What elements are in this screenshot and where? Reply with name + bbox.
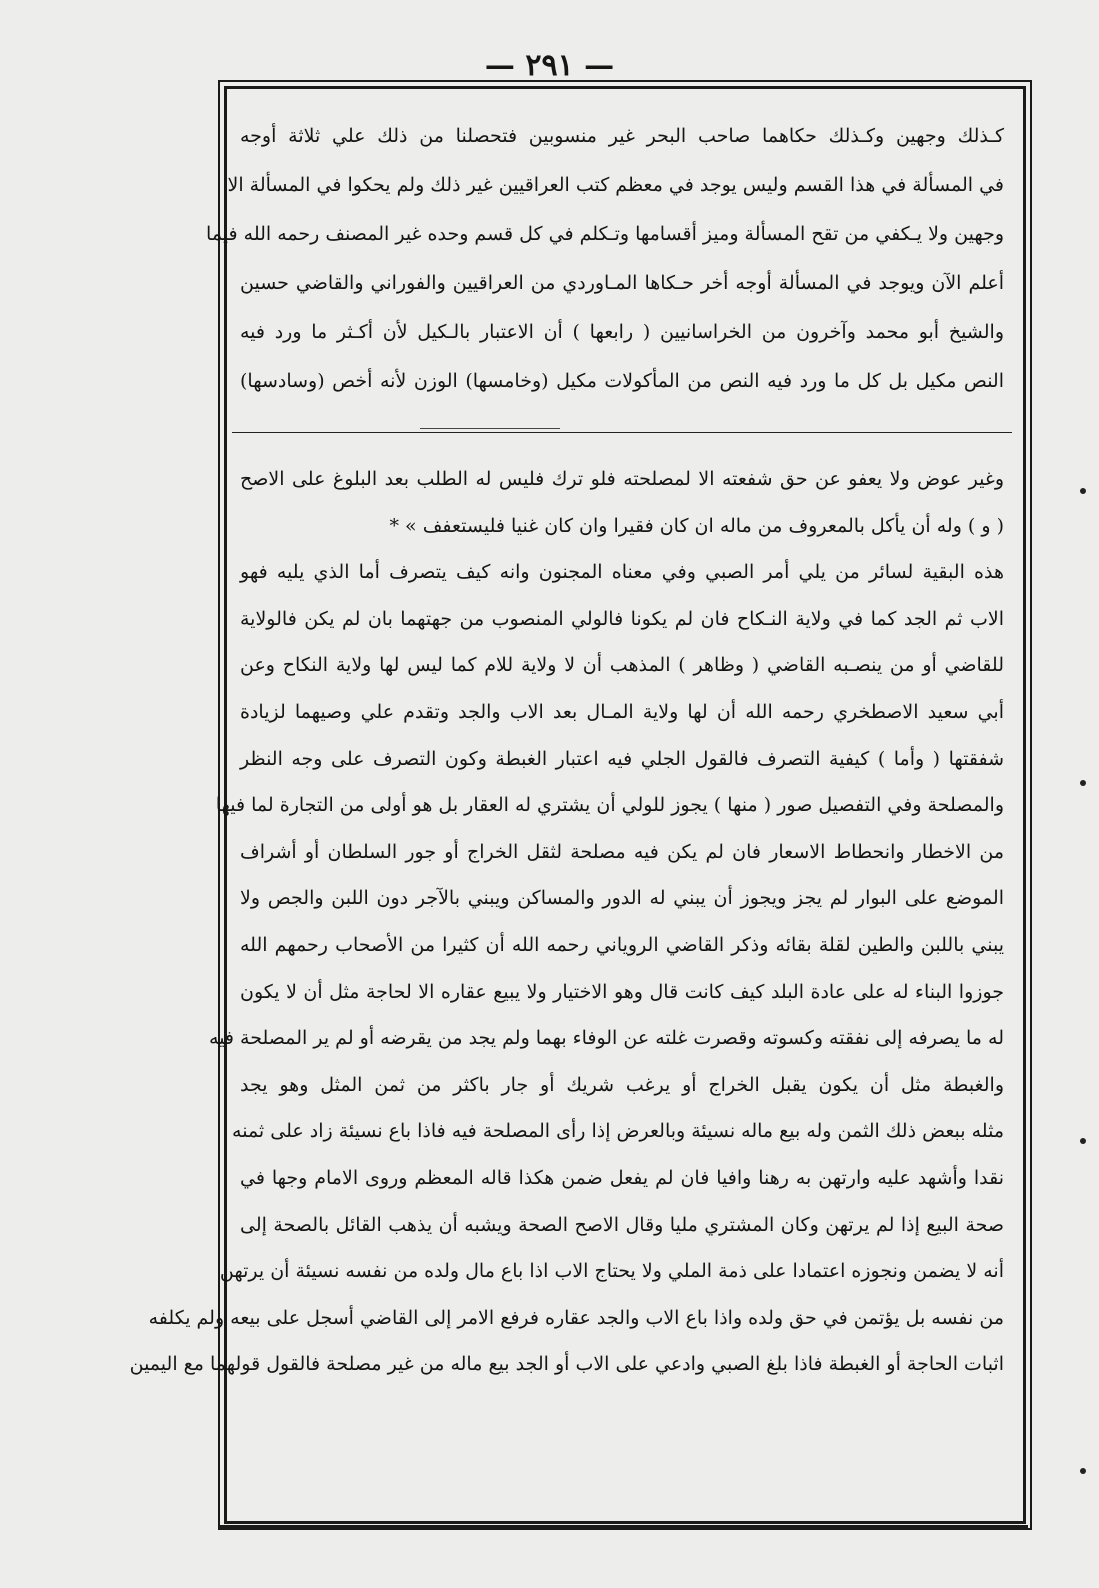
commentary-line: وجهين ولا يـكفي من تقح المسألة وميز أقسامها وتـكلم في كل قسم وحده غير المصنف رحمه الله فيما — [206, 223, 1004, 245]
main-text-line: جوزوا البناء له على عادة البلد كيف كانت قال وهو الاختيار ولا يبيع عقاره الا لحاجة مثل أن لا يكون — [240, 980, 1004, 1003]
commentary-line: النص مكيل بل كل ما ورد فيه النص من المأكولات مكيل (وخامسها) الوزن لأنه أخص (وسادسها) — [240, 370, 1004, 392]
main-text-section — [129, 456, 1004, 1388]
page-number: — ٢٩١ — — [484, 48, 615, 83]
margin-dot — [1080, 1138, 1086, 1144]
margin-dot — [1080, 780, 1086, 786]
main-text-line: هذه البقية لسائر من يلي أمر الصبي وفي معناه المجنون وانه كيف يتصرف أما الذي يليه فهو — [240, 561, 1004, 584]
commentary-line: والشيخ أبو محمد وآخرون من الخراسانيين ( رابعها ) أن الاعتبار بالـكيل لأن أكـثر ما ورد فيه — [240, 321, 1004, 343]
main-text-line: الموضع على البوار لم يجز ويجوز أن يبني له الدور والمساكن ويبني بالآجر دون اللبن والجص ولا — [240, 887, 1004, 910]
margin-dot — [1080, 488, 1086, 494]
section-divider — [232, 432, 1012, 433]
main-text-line: أبي سعيد الاصطخري رحمه الله أن لها ولاية المـال بعد الاب والجد وتقدم علي وصيهما لزيادة — [240, 700, 1004, 723]
main-text-line: يبني باللبن والطين لقلة بقائه وذكر القاضي الروياني رحمه الله أن كثيرا من الأصحاب رحمهم الله — [240, 933, 1004, 956]
margin-dot — [1080, 1468, 1086, 1474]
bottom-rule — [218, 1525, 1028, 1528]
main-text-line: له ما يصرفه إلى نفقته وكسوته وقصرت غلته عن الوفاء بهما ولم يجد من يقرضه أو لم ير المصلحة فيه — [209, 1027, 1004, 1050]
main-text-line: ( و ) وله أن يأكل بالمعروف من ماله ان كان فقيرا وان كان غنيا فليستعفف » * — [389, 514, 1004, 537]
main-text-line: من الاخطار وانحطاط الاسعار فان لم يكن فيه مصلحة لثقل الخراج أو جور السلطان أو أشراف — [240, 840, 1004, 863]
commentary-line: كـذلك وجهين وكـذلك حكاهما صاحب البحر غير منسوبين فتحصلنا من ذلك علي ثلاثة أوجه — [240, 125, 1004, 147]
main-text-line: نقدا وأشهد عليه وارتهن به رهنا وافيا فان لم يفعل ضمن هكذا قاله المعظم وروى الامام وجها في — [240, 1166, 1004, 1189]
main-text-line: والمصلحة وفي التفصيل صور ( منها ) يجوز للولي أن يشتري له العقار بل هو أولى من التجارة لما فيها — [215, 794, 1004, 817]
main-text-line: من نفسه بل يؤتمن في حق ولده واذا باع الاب والجد عقاره فرفع الامر إلى القاضي أسجل على بيعه ولم يكلفه — [148, 1306, 1004, 1329]
main-text-line: مثله ببعض ذلك الثمن وله بيع ماله نسيئة وبالعرض إذا رأى المصلحة فيه فاذا باع نسيئة زاد على ثمنه — [232, 1120, 1004, 1143]
main-text-line: والغبطة مثل أن يكون يقبل الخراج أو يرغب شريك أو جار باكثر من ثمن المثل وهو يجد — [240, 1073, 1004, 1096]
main-text-line: اثبات الحاجة أو الغبطة فاذا بلغ الصبي وادعي على الاب أو الجد بيع ماله من غير مصلحة فالقول قولهما مع اليمين — [129, 1353, 1004, 1376]
main-text-line: الاب ثم الجد كما في ولاية النـكاح فان لم يكونا فالولي المنصوب من جهتهما بان لم يكن فالولاية — [240, 607, 1004, 630]
commentary-section — [206, 112, 1004, 406]
main-text-line: أنه لا يضمن ونجوزه اعتمادا على ذمة الملي ولا يحتاج الاب اذا باع مال ولده من نفسه نسيئة أن يرتهن — [219, 1260, 1004, 1283]
main-text-line: وغير عوض ولا يعفو عن حق شفعته الا لمصلحته فلو ترك فليس له الطلب بعد البلوغ على الاصح — [240, 468, 1004, 490]
commentary-line: أعلم الآن ويوجد في المسألة أوجه أخر حـكاها المـاوردي من العراقيين والفوراني والقاضي حسين — [240, 272, 1004, 294]
main-text-line: شفقتها ( وأما ) كيفية التصرف فالقول الجلي فيه اعتبار الغبطة وكون التصرف على وجه النظر — [240, 747, 1004, 770]
main-text-line: للقاضي أو من ينصـبه القاضي ( وظاهر ) المذهب أن لا ولاية للام كما ليس لها ولاية النكاح وعن — [240, 654, 1004, 677]
section-divider-accent — [420, 428, 560, 429]
commentary-line: في المسألة في هذا القسم وليس يوجد في معظم كتب العراقيين غير ذلك ولم يحكوا في المسألة الا — [227, 174, 1004, 196]
main-text-line: صحة البيع إذا لم يرتهن وكان المشتري مليا وقال الاصح الصحة ويشبه أن يذهب القائل بالصحة إلى — [240, 1213, 1004, 1236]
